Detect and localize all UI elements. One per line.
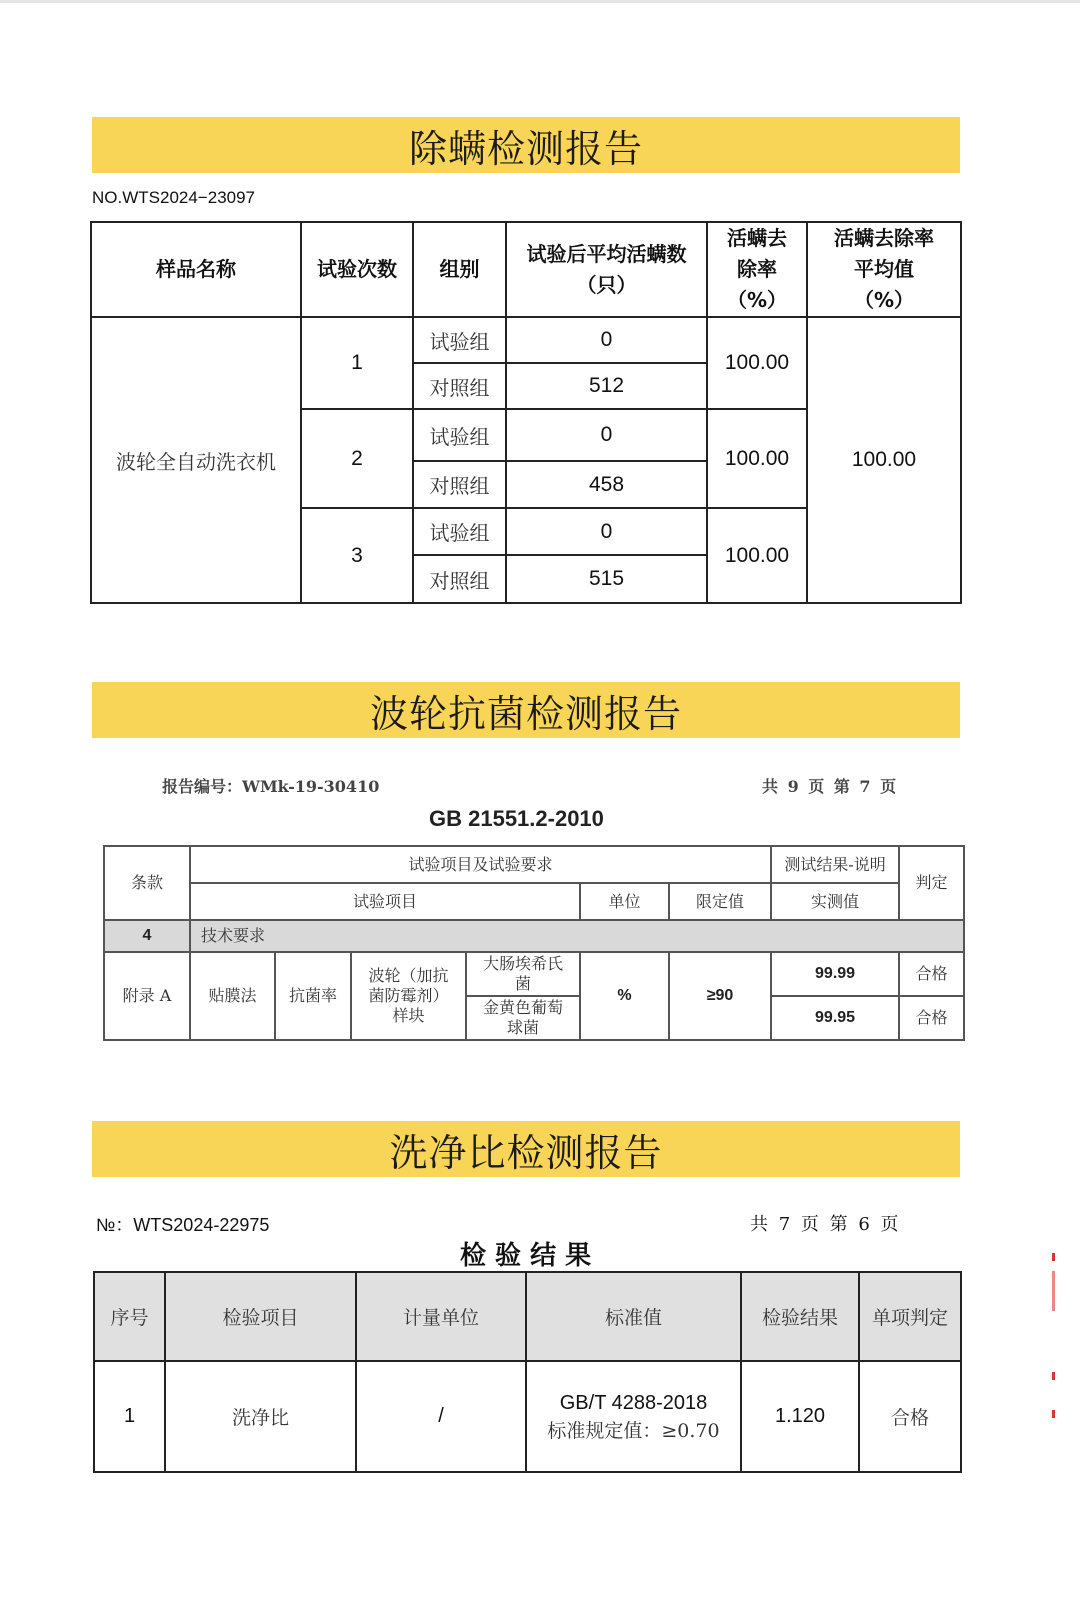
header-unit: 计量单位 — [356, 1272, 526, 1361]
washing-report-banner — [92, 1121, 960, 1177]
sample-name-cell: 波轮全自动洗衣机 — [91, 317, 301, 603]
verdict-value: 合格 — [899, 952, 964, 996]
header-result-note: 测试结果-说明 — [771, 846, 899, 883]
mite-report-title: 除螨检测报告 — [408, 126, 643, 171]
tech-clause: 4 — [104, 920, 190, 952]
header-test-item: 试验项目 — [190, 883, 580, 920]
table-header-row — [94, 1272, 961, 1361]
bacteria-staph: 金黄色葡萄 球菌 — [466, 996, 580, 1040]
mite-report-number: NO.WTS2024−23097 — [92, 188, 256, 207]
header-item: 检验项目 — [165, 1272, 356, 1361]
mite-count: 0 — [506, 409, 707, 461]
measured-value: 99.99 — [771, 952, 899, 996]
removal-rate: 100.00 — [707, 409, 807, 508]
row-unit: / — [356, 1361, 526, 1472]
removal-rate: 100.00 — [707, 317, 807, 409]
avg-removal-rate: 100.00 — [807, 317, 961, 603]
test-metric: 抗菌率 — [275, 952, 351, 1040]
mite-count: 458 — [506, 461, 707, 508]
mite-results-table — [90, 221, 962, 604]
tech-requirement-row — [104, 920, 964, 952]
antibacterial-page-info: 共 9 页 第 7 页 — [762, 777, 897, 796]
mite-count: 515 — [506, 555, 707, 603]
header-items-requirements: 试验项目及试验要求 — [190, 846, 771, 883]
group-label: 试验组 — [413, 317, 506, 363]
antibacterial-report-banner — [92, 682, 960, 738]
header-limit: 限定值 — [669, 883, 771, 920]
table-row — [94, 1361, 961, 1472]
group-label: 对照组 — [413, 363, 506, 409]
trial-number: 2 — [301, 409, 413, 508]
header-result: 检验结果 — [741, 1272, 859, 1361]
edge-mark — [1052, 1271, 1055, 1311]
table-header-row — [91, 222, 961, 317]
removal-rate: 100.00 — [707, 508, 807, 603]
header-measured: 实测值 — [771, 883, 899, 920]
edge-mark — [1052, 1372, 1055, 1380]
antibacterial-report-title: 波轮抗菌检测报告 — [369, 691, 682, 736]
antibacterial-standard: GB 21551.2-2010 — [429, 806, 604, 831]
header-verdict: 单项判定 — [859, 1272, 961, 1361]
edge-mark — [1052, 1253, 1055, 1261]
table-header-row — [104, 846, 964, 883]
header-group: 组别 — [413, 222, 506, 317]
test-method: 贴膜法 — [190, 952, 275, 1040]
table-row — [104, 952, 964, 996]
antibacterial-report-number: 报告编号：WMk-19-30410 — [162, 777, 380, 796]
row-standard: GB/T 4288-2018 标准规定值：≥0.70 — [526, 1361, 741, 1472]
washing-page-info: 共 7 页 第 6 页 — [750, 1214, 899, 1235]
top-border-line — [0, 0, 1080, 3]
edge-mark — [1052, 1410, 1055, 1418]
header-trial-count: 试验次数 — [301, 222, 413, 317]
tech-requirement-label: 技术要求 — [190, 920, 964, 952]
trial-number: 3 — [301, 508, 413, 603]
washing-results-title: 检 验 结 果 — [460, 1241, 592, 1271]
mite-count: 512 — [506, 363, 707, 409]
header-removal-rate: 活螨去 除率 （%） — [707, 222, 807, 317]
mite-count: 0 — [506, 317, 707, 363]
antibacterial-results-table — [103, 845, 965, 1041]
header-sample-name: 样品名称 — [91, 222, 301, 317]
group-label: 对照组 — [413, 461, 506, 508]
mite-count: 0 — [506, 508, 707, 555]
unit-value: % — [580, 952, 669, 1040]
header-unit: 单位 — [580, 883, 669, 920]
group-label: 试验组 — [413, 409, 506, 461]
data-clause: 附录 A — [104, 952, 190, 1040]
verdict-value: 合格 — [899, 996, 964, 1040]
group-label: 对照组 — [413, 555, 506, 603]
washing-report-number: №：WTS2024-22975 — [96, 1215, 270, 1235]
mite-report-banner — [92, 117, 960, 173]
row-verdict: 合格 — [859, 1361, 961, 1472]
washing-report-title: 洗净比检测报告 — [389, 1130, 663, 1175]
measured-value: 99.95 — [771, 996, 899, 1040]
test-sample: 波轮（加抗 菌防霉剂） 样块 — [351, 952, 466, 1040]
header-clause: 条款 — [104, 846, 190, 920]
table-row — [91, 317, 961, 363]
washing-results-table — [93, 1271, 962, 1473]
header-avg-removal-rate: 活螨去除率 平均值 （%） — [807, 222, 961, 317]
bacteria-ecoli: 大肠埃希氏 菌 — [466, 952, 580, 996]
header-seq: 序号 — [94, 1272, 165, 1361]
group-label: 试验组 — [413, 508, 506, 555]
row-item: 洗净比 — [165, 1361, 356, 1472]
header-standard: 标准值 — [526, 1272, 741, 1361]
trial-number: 1 — [301, 317, 413, 409]
header-verdict: 判定 — [899, 846, 964, 920]
table-header-row — [104, 883, 964, 920]
row-seq: 1 — [94, 1361, 165, 1472]
header-avg-mites: 试验后平均活螨数 （只） — [506, 222, 707, 317]
row-result: 1.120 — [741, 1361, 859, 1472]
limit-value: ≥90 — [669, 952, 771, 1040]
